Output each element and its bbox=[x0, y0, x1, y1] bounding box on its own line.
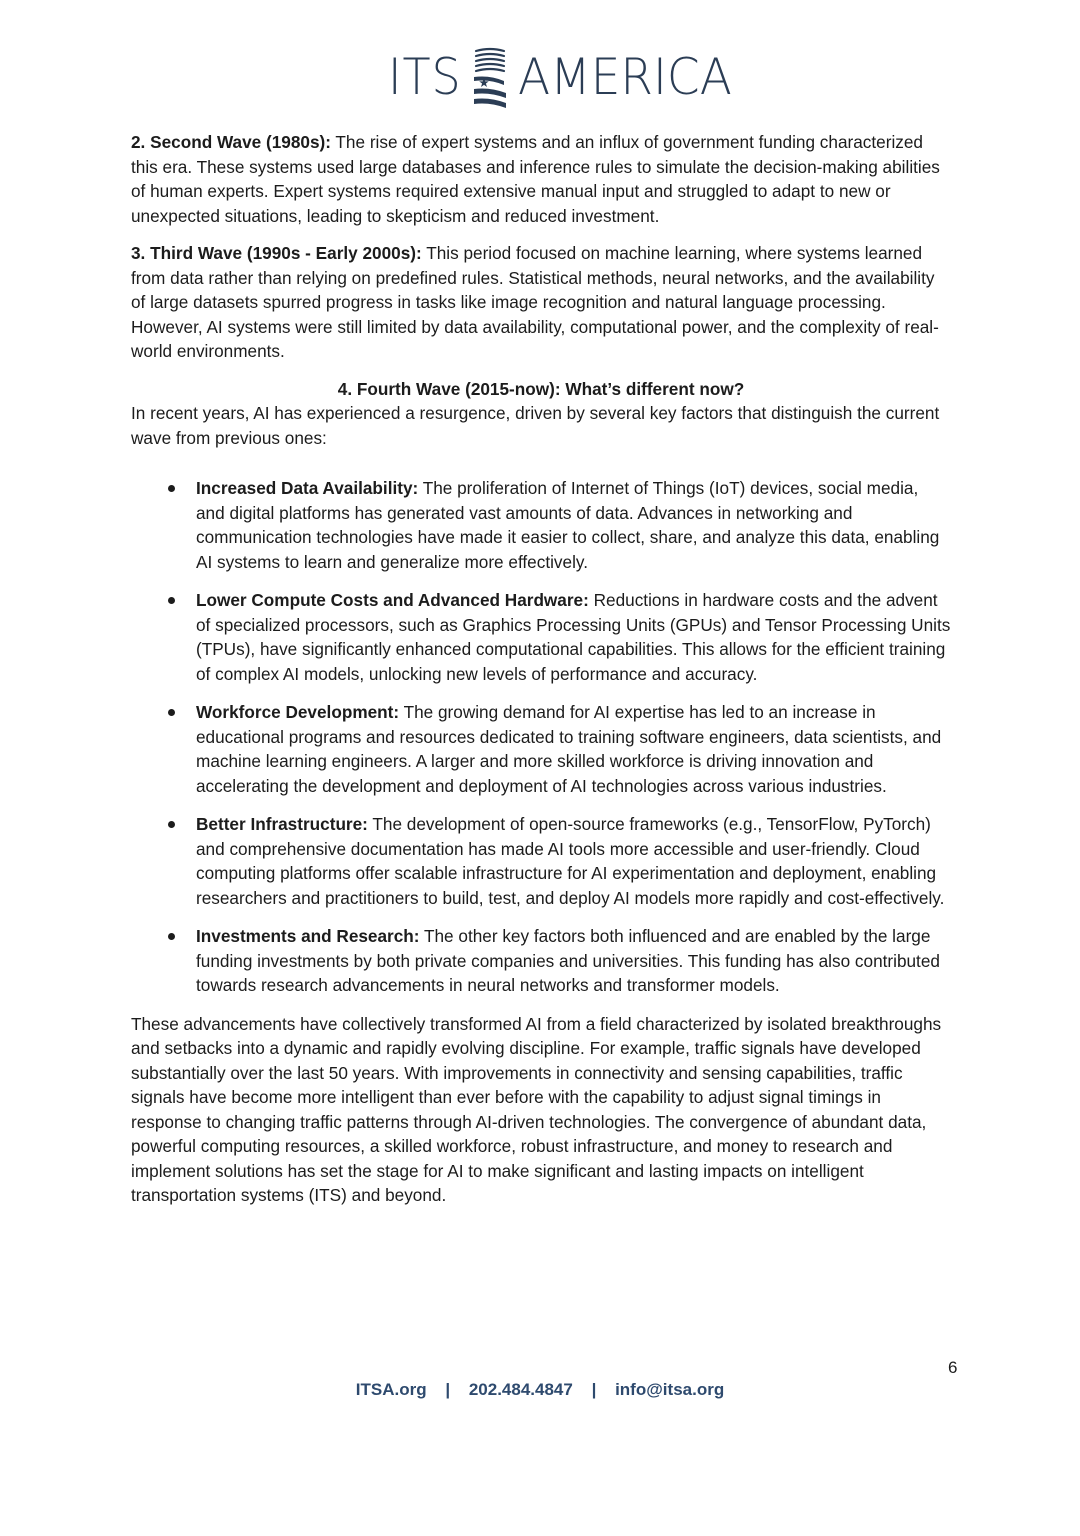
its-america-logo bbox=[388, 42, 746, 112]
footer-separator: | bbox=[591, 1380, 597, 1399]
bullet-label: Increased Data Availability: bbox=[196, 478, 419, 498]
bullet-label: Lower Compute Costs and Advanced Hardware: bbox=[196, 590, 589, 610]
fourth-wave-heading: 4. Fourth Wave (2015-now): What’s different now? bbox=[337, 378, 745, 399]
bullet-icon bbox=[168, 821, 175, 828]
footer-email-link[interactable]: info@itsa.org bbox=[615, 1380, 725, 1399]
bullet-icon bbox=[168, 933, 175, 940]
bullet-text: The other key factors both influenced and are enabled by the large funding investments by both private companies and universities. This funding has also contributed towards research advancements in neural networks and transformer models. bbox=[196, 926, 940, 995]
bullet-text: The growing demand for AI expertise has led to an increase in educational programs and resources dedicated to training software engineers, data scientists, and machine learning engineers. A larger and more skilled workforce is driving innovation and accelerating the development and deployment of AI technologies across various industries. bbox=[196, 702, 942, 796]
third-wave-label: 3. Third Wave (1990s - Early 2000s): bbox=[131, 243, 422, 263]
bullet-icon bbox=[168, 709, 175, 716]
closing-paragraph: These advancements have collectively transformed AI from a field characterized by isolated breakthroughs and setbacks into a dynamic and rapidly evolving discipline. For example, traffic signals have developed substantially over the last 50 years. With improvements in connectivity and sensing capabilities, traffic signals have become more intelligent than ever before with the capability to adjust signal timings in response to changing traffic patterns through AI-driven technologies. The convergence of abundant data, powerful computing resources, a skilled workforce, robust infrastructure, and money to research and implement solutions has set the stage for AI to make significant and lasting impacts on intelligent transportation systems (ITS) and beyond. bbox=[131, 1013, 942, 1205]
third-wave-text: This period focused on machine learning, where systems learned from data rather than relying on predefined rules. Statistical methods, neural networks, and the availability of large datasets spurred progress in tasks like image recognition and natural language processing. However, AI systems were still limited by data availability, computational power, and the complexity of real-world environments. bbox=[131, 243, 939, 361]
bullet-icon bbox=[168, 597, 175, 604]
bullet-text: The development of open-source frameworks (e.g., TensorFlow, PyTorch) and comprehensive documentation has made AI tools more accessible and user-friendly. Cloud computing platforms offer scalable infrastructure for AI experimentation and deployment, enabling researchers and practitioners to build, test, and deploy AI models more rapidly and cost-effectively. bbox=[196, 814, 945, 908]
fourth-wave-intro: In recent years, AI has experienced a resurgence, driven by several key factors that distinguish the current wave from previous ones: bbox=[131, 403, 940, 448]
list-item bbox=[131, 924, 951, 998]
second-wave-text: The rise of expert systems and an influx of government funding characterized this era. These systems used large databases and inference rules to simulate the decision-making abilities of human experts. Expert systems required extensive manual input and struggled to adapt to new or unexpected situations, leading to skepticism and reduced investment. bbox=[131, 132, 940, 226]
footer-separator: | bbox=[445, 1380, 451, 1399]
bullet-text: The proliferation of Internet of Things (IoT) devices, social media, and digital platforms has generated vast amounts of data. Advances in networking and communication technologies have made it easier to collect, share, and analyze this data, enabling AI systems to learn and generalize more effectively. bbox=[196, 478, 940, 572]
list-item bbox=[131, 700, 951, 798]
logo-text-america: AMERICA bbox=[518, 48, 732, 106]
bullet-text: Reductions in hardware costs and the advent of specialized processors, such as Graphics Processing Units (GPUs) and Tensor Processing Units (TPUs), have significantly enhanced computational capabilities. This allows for the efficient training of complex AI models, unlocking new levels of performance and accuracy. bbox=[196, 590, 951, 684]
second-wave-label: 2. Second Wave (1980s): bbox=[131, 132, 331, 152]
list-item bbox=[131, 812, 951, 910]
bullet-label: Investments and Research: bbox=[196, 926, 420, 946]
footer-phone[interactable]: 202.484.4847 bbox=[468, 1380, 573, 1399]
bullet-label: Workforce Development: bbox=[196, 702, 400, 722]
third-wave-paragraph bbox=[131, 241, 951, 364]
flag-star-icon bbox=[470, 45, 510, 109]
list-item bbox=[131, 476, 951, 574]
second-wave-paragraph bbox=[131, 130, 951, 228]
key-factors-list bbox=[131, 476, 951, 998]
bullet-icon bbox=[168, 485, 175, 492]
list-item bbox=[131, 588, 951, 686]
logo-text-its: ITS bbox=[388, 48, 462, 106]
page-number: 6 bbox=[948, 1358, 958, 1377]
footer-website-link[interactable]: ITSA.org bbox=[355, 1380, 427, 1399]
bullet-label: Better Infrastructure: bbox=[196, 814, 368, 834]
footer-contact bbox=[0, 1380, 1080, 1400]
document-body bbox=[131, 130, 951, 1208]
